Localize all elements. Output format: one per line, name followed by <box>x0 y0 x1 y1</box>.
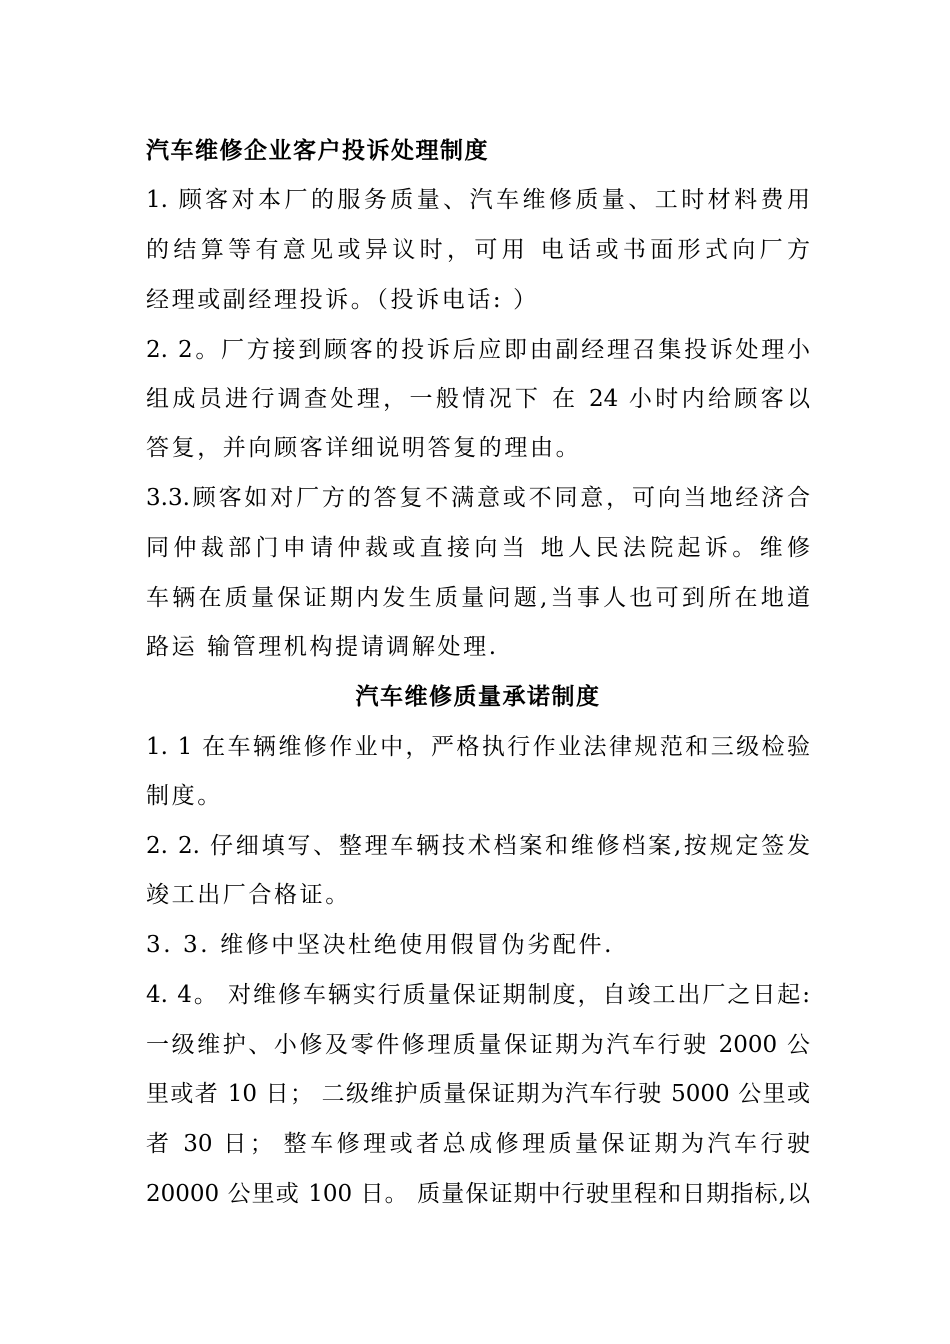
paragraph-line: 竣工出厂合格证。 <box>146 882 351 908</box>
paragraph-line: 车辆在质量保证期内发生质量问题,当事人也可到所在地道 <box>146 585 810 611</box>
paragraph-line: 的结算等有意见或异议时，可用 电话或书面形式向厂方 <box>146 237 810 263</box>
paragraph-line: 路运 输管理机构提请调解处理. <box>146 634 499 660</box>
paragraph-line: 经理或副经理投诉。（投诉电话: ） <box>146 287 539 313</box>
paragraph-line: 者 30 日； 整车修理或者总成修理质量保证期为汽车行驶 <box>146 1131 810 1157</box>
paragraph-line: 3.3.顾客如对厂方的答复不满意或不同意，可向当地经济合 <box>146 485 810 511</box>
paragraph-line: 2. 2。厂方接到顾客的投诉后应即由副经理召集投诉处理小 <box>146 337 810 363</box>
paragraph-line: 2. 2. 仔细填写、整理车辆技术档案和维修档案,按规定签发 <box>146 833 810 859</box>
paragraph-line: 一级维护、小修及零件修理质量保证期为汽车行驶 2000 公 <box>146 1032 810 1058</box>
paragraph-line: 组成员进行调查处理，一般情况下 在 24 小时内给顾客以 <box>146 386 810 412</box>
paragraph-line: 同仲裁部门申请仲裁或直接向当 地人民法院起诉。维修 <box>146 535 810 561</box>
paragraph-line: 1. 1 在车辆维修作业中，严格执行作业法律规范和三级检验 <box>146 734 810 760</box>
paragraph-line: 1. 顾客对本厂的服务质量、汽车维修质量、工时材料费用 <box>146 187 810 213</box>
paragraph-line: 4. 4。 对维修车辆实行质量保证期制度，自竣工出厂之日起: <box>146 982 810 1008</box>
paragraph-line: 制度。 <box>146 783 223 809</box>
paragraph-line: 3. 3. 维修中坚决杜绝使用假冒伪劣配件. <box>146 932 615 958</box>
section-title-quality: 汽车维修质量承诺制度 <box>355 683 601 710</box>
paragraph-line: 20000 公里或 100 日。 质量保证期中行驶里程和日期指标,以 <box>146 1181 810 1207</box>
section-title-complaint: 汽车维修企业客户投诉处理制度 <box>146 137 489 164</box>
paragraph-line: 里或者 10 日； 二级维护质量保证期为汽车行驶 5000 公里或 <box>146 1081 810 1107</box>
paragraph-line: 答复，并向顾客详细说明答复的理由。 <box>146 435 582 461</box>
